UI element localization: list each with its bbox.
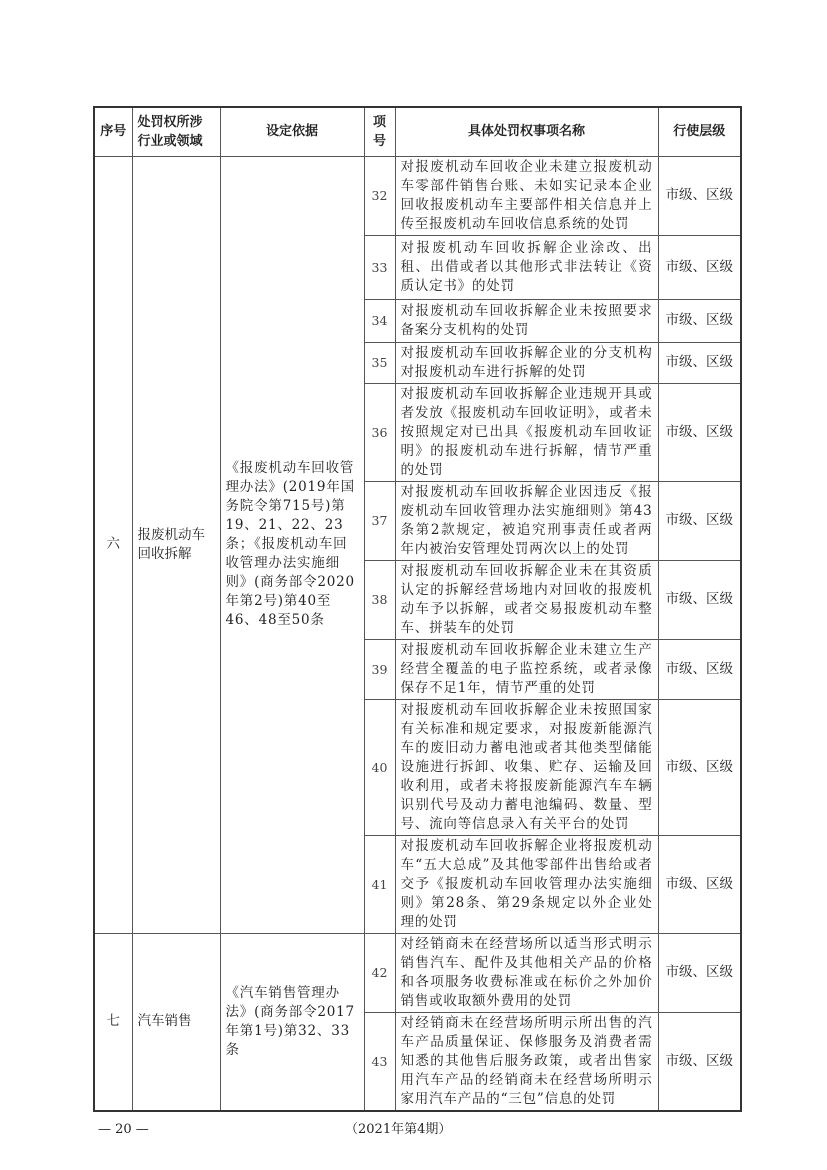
header-item-name: 具体处罚权事项名称 [395,107,658,156]
item-no: 35 [364,342,395,383]
item-level: 市级、区级 [658,235,741,299]
item-name: 对报废机动车回收企业未建立报废机动车零部件销售台账、未如实记录本企业回收报废机动车主要部件相关信息并上传至报废机动车回收信息系统的处罚 [395,156,658,235]
item-name: 对报废机动车回收拆解企业未建立生产经营全覆盖的电子监控系统，或者录像保存不足1年，情节严重的处罚 [395,639,658,699]
table-row [94,933,741,1012]
item-no: 36 [364,383,395,481]
item-no: 42 [364,933,395,1012]
page-footer [93,1120,740,1140]
header-basis: 设定依据 [220,107,364,156]
item-level: 市级、区级 [658,1012,741,1111]
item-no: 33 [364,235,395,299]
item-level: 市级、区级 [658,156,741,235]
item-level: 市级、区级 [658,299,741,342]
item-name: 对经销商未在经营场所明示所出售的汽车产品质量保证、保修服务及消费者需知悉的其他售后服务政策，或者出售家用汽车产品的经销商未在经营场所明示家用汽车产品的“三包”信息的处罚 [395,1012,658,1111]
item-no: 43 [364,1012,395,1111]
table-header-row [94,107,741,156]
item-level: 市级、区级 [658,481,741,560]
page-content [93,106,740,1140]
item-level: 市级、区级 [658,383,741,481]
group-basis: 《报废机动车回收管理办法》(2019年国务院令第715号)第19、21、22、23条；《报废机动车回收管理办法实施细则》(商务部令2020年第2号)第40至46、48至50条 [220,156,364,933]
item-no: 38 [364,560,395,639]
header-item-no: 项号 [364,107,395,156]
header-seq: 序号 [94,107,132,156]
item-level: 市级、区级 [658,699,741,835]
page-number: — 20 — [98,1121,149,1137]
issue-label: （2021年第4期） [345,1121,452,1137]
item-name: 对报废机动车回收拆解企业违规开具或者发放《报废机动车回收证明》，或者未按照规定对已出具《报废机动车回收证明》的报废机动车进行拆解，情节严重的处罚 [395,383,658,481]
group-seq: 六 [94,156,132,933]
item-name: 对报废机动车回收拆解企业的分支机构对报废机动车进行拆解的处罚 [395,342,658,383]
item-level: 市级、区级 [658,342,741,383]
item-name: 对经销商未在经营场所以适当形式明示销售汽车、配件及其他相关产品的价格和各项服务收费标准或在标价之外加价销售或收取额外费用的处罚 [395,933,658,1012]
item-name: 对报废机动车回收拆解企业将报废机动车“五大总成”及其他零部件出售给或者交予《报废机动车回收管理办法实施细则》第28条、第29条规定以外企业处理的处罚 [395,835,658,933]
item-name: 对报废机动车回收拆解企业未在其资质认定的拆解经营场地内对回收的报废机动车予以拆解，或者交易报废机动车整车、拼装车的处罚 [395,560,658,639]
group-field: 汽车销售 [132,933,220,1111]
item-name: 对报废机动车回收拆解企业未按照国家有关标准和规定要求，对报废新能源汽车的废旧动力蓄电池或者其他类型储能设施进行拆卸、收集、贮存、运输及回收利用，或者未将报废新能源汽车车辆识别代号及动力蓄电池编码、数量、型号、流向等信息录入有关平台的处罚 [395,699,658,835]
item-no: 34 [364,299,395,342]
group-basis: 《汽车销售管理办法》(商务部令2017年第1号)第32、33条 [220,933,364,1111]
group-field: 报废机动车回收拆解 [132,156,220,933]
header-level: 行使层级 [658,107,741,156]
item-no: 40 [364,699,395,835]
item-name: 对报废机动车回收拆解企业因违反《报废机动车回收管理办法实施细则》第43条第2款规定，被追究刑事责任或者两年内被治安管理处罚两次以上的处罚 [395,481,658,560]
header-field: 处罚权所涉行业或领域 [132,107,220,156]
table-row [94,156,741,235]
item-no: 39 [364,639,395,699]
item-level: 市级、区级 [658,560,741,639]
group-seq: 七 [94,933,132,1111]
penalty-table [93,106,742,1112]
item-level: 市级、区级 [658,933,741,1012]
item-level: 市级、区级 [658,835,741,933]
item-name: 对报废机动车回收拆解企业未按照要求备案分支机构的处罚 [395,299,658,342]
item-no: 32 [364,156,395,235]
item-name: 对报废机动车回收拆解企业涂改、出租、出借或者以其他形式非法转让《资质认定书》的处罚 [395,235,658,299]
item-no: 41 [364,835,395,933]
item-level: 市级、区级 [658,639,741,699]
item-no: 37 [364,481,395,560]
